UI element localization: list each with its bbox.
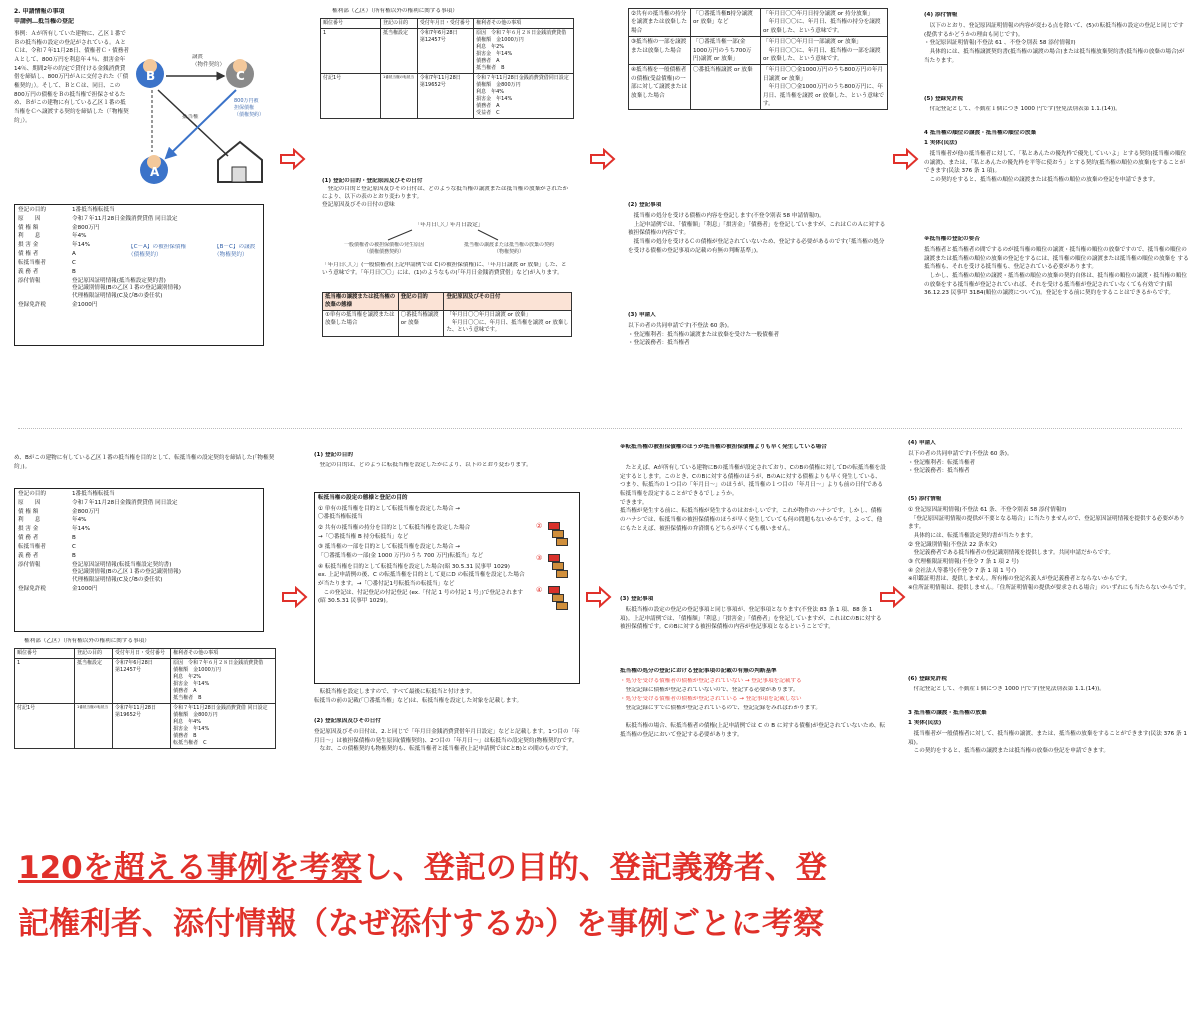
reg-value: C [72, 543, 76, 550]
p1-subheading: 申請例…抵当権の登記 [14, 18, 75, 25]
p7-s0: ※転抵当権の被担保債権のほうが抵当権の被担保債権よりも早く発生している場合 [620, 444, 827, 450]
p8-s7a: 1 実体(民法) [908, 720, 942, 726]
table-header-row [323, 293, 572, 311]
p1-body: 事例：Ａが所有していた建物に、乙区１番でＢの抵当権の設定の登記がされている。ＡとＣは、令和７年11月28日、債権者Ｃ・債務者Ａとして、800万円を利息年４％、損害金年14％、期間2年の約定で貸付ける金銭消費貸借を締結し、800万円がＡに交付された（「債権契約」）。そして、ＢとＣは、同日、この800万円の債権をＢの抵当権で担保させるため、Ｂがこの建物に有している乙区１番の抵当権をＣへ譲渡する契約を締結した（「物権契約」）。 [14, 31, 129, 124]
panel-4 [922, 10, 1192, 370]
reg-label: 原 因 [18, 215, 41, 222]
p7-r2: 登記記録にすでに債権が登記されているので、登記記録をみればわかります。 [620, 705, 821, 711]
arrow-right-icon [893, 148, 919, 170]
p3-s3body: 以下の者の共同申請です(不登法 60 条)。 ・登記権利者：抵当権の譲渡または放棄を受けた一般債権者 ・登記義務者：抵当権者 [628, 323, 780, 347]
p4-s4: (4) 添付情報 [924, 12, 958, 18]
p5-registry-table [14, 648, 276, 749]
reg-label: 債 権 額 [18, 508, 39, 515]
reg-label: 義 務 者 [18, 552, 39, 559]
p2-s1: (1) 登記の目的・登記原因及びその日付 [322, 178, 423, 184]
mode-item: ④ 転抵当権を目的として転抵当権を設定した場合(昭 30.5.31 民事甲 1029) ex. 上記申請例の後、C の転抵当権を目的として更にD の転抵当権を設定した場合が当たります。→「〇番付記1号転抵当の転抵当」など この登記は、付記登記の付記登記 (ex.「付記 1 号の付記 1 号」)で登記されます(昭 30.5.31 民事甲 1029)。 [318, 563, 525, 605]
table-cell: 「〇番抵当権一部(金1000万円のうち700万円)譲渡 or 放棄」 [691, 37, 761, 65]
reg-value: 金800万円 [72, 224, 100, 231]
p3-s3: (3) 申請人 [628, 312, 656, 318]
table-row [629, 9, 888, 37]
table-cell: ①単有の抵当権を譲渡または放棄した場合 [323, 311, 399, 337]
stack-block-icon [536, 522, 580, 550]
table-cell: ④抵当権を一般債権者の債権(受益債権)の一部に対して譲渡または放棄した場合 [629, 65, 691, 110]
p2-bracket-right: 抵当権の譲渡または抵当権の放棄の契約 （物権契約） [463, 242, 554, 255]
p1-heading: 2. 申請情報の事項 [14, 8, 65, 15]
p7-red1: ・処分を受ける債権者の債権が登記されていない → 登記事項を記載する [620, 678, 802, 684]
p2-registry-table [320, 18, 574, 119]
p4-s7body: 抵当権者と抵当権者の間でするのが抵当権の順位の譲渡・抵当権の順位の放棄ですので、抵当権の順位の譲渡または抵当権の順位の放棄の登記をするには、抵当権の順位の譲渡または抵当権の順位の放棄を する抵当権も、それを受ける抵当権も、登記されている必要があります。 しかし、抵当権の順位の譲渡・抵当権の順位の放棄の契約自体は、抵当権の順位の譲渡・抵当権の順位の放棄をする抵当権が登記されていれば、それを受ける抵当権が登記されていなくても有効です(昭 36.12.23 民事甲 3184(順位の譲渡について))。登記をする前に契約をすることはできるからです。 [924, 247, 1189, 297]
stack-block [548, 522, 560, 530]
table-cell: 1 [15, 659, 75, 704]
table-cell: 「〇番抵当権B持分譲渡 or 放棄」など [691, 9, 761, 37]
reg-value: 金1000円 [72, 302, 98, 309]
caption-line-2: 記権利者、添付情報（なぜ添付するか）を事例ごとに考察 [18, 906, 824, 942]
reg-label: 添付情報 [18, 277, 41, 284]
table-row [629, 37, 888, 65]
table-header-row [321, 19, 574, 29]
p8-s6body: 付記登記として、不動産１個につき 1000 円です(登免法別表第 1.1.(14))。 [908, 686, 1105, 692]
panel-8 [906, 438, 1192, 820]
p1-registration-box [14, 204, 264, 346]
p2-bracket-left: 一般債権者の被担保債権の発生原因 （債権債務契約） [343, 242, 424, 255]
reg-label: 債 権 額 [18, 224, 39, 231]
stack-block [556, 570, 568, 578]
stack-block [552, 562, 564, 570]
stack-block [548, 586, 560, 594]
reg-value: C [72, 259, 76, 266]
p7-red2: ・処分を受ける債権者の債権が登記されている → 登記事項を記載しない [620, 696, 802, 702]
arrow-right-icon [880, 586, 906, 608]
p6-s1: (1) 登記の目的 [314, 452, 353, 458]
table-cell: 原因 令和７年６月２８日金銭消費貸借 債権額 金1000万円 利息 年2% 損害金 年14% 債務者 A 抵当権者 B [474, 29, 574, 74]
p2-s1body: 登記の目的と登記原因及びその日付は、どのような抵当権の譲渡または抵当権の放棄がされたかにより、以下の表のとおり変わります。 登記原因及びその日付の意味 [322, 186, 569, 208]
reg-label: 債 権 者 [18, 251, 39, 258]
table-row [15, 659, 276, 704]
p6-s2: (2) 登記原因及びその日付 [314, 718, 381, 724]
arrow-right-icon [282, 586, 308, 608]
reg-value: 令和７年11月28日金銭消費貸借 同日設定 [72, 215, 178, 222]
reg-value: 年14% [72, 526, 91, 533]
p6-s2body: 登記原因及びその日付は、2.と同じで「年月日金銭消費貸借年月日設定」などと記載します。1つ目の「年月日～」は被担保債権の発生原因(債権契約)、2つ目の「年月日～」は転抵当の設定契約(物権契約)です。 なお、この債権契約も物権契約も、転抵当権者と抵当権者(上記申請例ではCとB)との間のものです。 [314, 729, 580, 753]
table-cell: 令和7年11月28日 第19652号 [113, 704, 171, 749]
p7-s4: 抵当権の処分の登記における登記事項の記載の有無の判断基準 [620, 668, 777, 674]
p8-s7body: 抵当権者が一般債権者に対して、抵当権の譲渡、または、抵当権の放棄をすることができます(民法 376 条 1 項)。 この契約をすると、抵当権の譲渡または抵当権の放棄の登記を申請できます。 [908, 731, 1187, 755]
p6-body2: 転抵当権を設定しますので、すべて最後に転抵当と付けます。 転抵当の前の記載(「〇番抵当権」など)は、転抵当権を設定した対象を記載します。 [314, 689, 523, 704]
table-cell: 「年月日〇〇年月日持分譲渡 or 持分放棄」 年月日〇〇に、年月日、抵当権の持分を譲渡 or 放棄した、という意味です。 [761, 9, 888, 37]
reg-value: 年4% [72, 517, 87, 524]
p8-s5body: ① 登記原因証明情報(不登法 61 条、不登令別表 58 添付情報ﾛ) 「登記原因証明情報の提供が不要となる場合」に当たりませんので、登記原因証明情報を提供する必要があります。 具体的には、転抵当権設定契約書が当たります。 ② 登記識別情報(不登法 22 条本文) 登記義務者である抵当権者の登記識別情報を提供します。共同申請だからです。 ③ 代理権限証明情報(不登令 7 条 1 項 2 号) ④ 会社法人等番号(不登令 7 条 1 項 1 号ｲ) ※印鑑証明書は、提供しません。所有権の登記名義人が登記義務者とならないからです。 ※住所証明情報は、提供しません。「住所証明情報の提供が要求される場合」のいずれにも当たらないからです。 [908, 507, 1190, 591]
mode-item: ② 共有の抵当権の持分を目的として転抵当権を設定した場合 →「〇番抵当権 B 持分転抵当」など [318, 525, 471, 540]
p4-s5: (5) 登録免許税 [924, 96, 963, 102]
table-cell: 付記1号 [321, 74, 381, 119]
stack-block-icon [536, 554, 580, 582]
p2-table-title: 権利部（乙区）（所有権以外の権利に関する事項） [332, 8, 458, 14]
table-header-cell: 登記原因及びその日付 [444, 293, 572, 311]
p1-diagram-jouto: 譲渡 （物件契約） [192, 54, 226, 68]
panel-1 [10, 6, 268, 351]
stack-block-label: ② [536, 522, 543, 530]
reg-value: B [72, 552, 76, 559]
p4-s4body: 以下のとおり、登記原因証明情報の内容が変わる点を除いて、(5)の転抵当権の設定の登記と同じです(提供するかどうかの理由も同じです)。 ・登記原因証明情報(不登法 61 、不登令別表 58 添付情報ﾛ) 具体的には、抵当権譲渡契約書(抵当権の譲渡の場合)または抵当権放棄契約書(抵当権の放棄の場合)が当たります。 [924, 23, 1185, 64]
p3-s2: (2) 登記事項 [628, 202, 662, 208]
table-header-cell: 受付年月日・受付番号 [417, 19, 473, 29]
panel-6 [312, 452, 582, 818]
reg-value: 1番抵当権転抵当 [72, 491, 115, 497]
reg-label: 登記の目的 [18, 207, 46, 213]
p6-items [318, 505, 530, 606]
row-separator [18, 428, 1182, 429]
reg-label: 義 務 者 [18, 268, 39, 275]
table-header-cell: 権利者その他の事項 [474, 19, 574, 29]
arrow-right-icon [590, 148, 616, 170]
p7-r1: 登記記録に債権が登記されていないので、登記する必要があります。 [620, 687, 799, 693]
table-header-cell: 抵当権の譲渡または抵当権の放棄の態様 [323, 293, 399, 311]
reg-label: 登記の目的 [18, 491, 46, 497]
p1-diagram [132, 52, 268, 196]
reg-label: 登録免許税 [18, 302, 46, 309]
p5-table-title: 権利部（乙区）（所有権以外の権利に関する事項） [24, 638, 150, 644]
stack-block-label: ④ [536, 586, 543, 594]
p8-s6: (6) 登録免許税 [908, 676, 947, 682]
table-cell: 「年月日〇〇金1000万円のうち800万円の年月日譲渡 or 放棄」 年月日〇〇金1000万円のうち800万円に、年月日、抵当権を譲渡 or 放棄した、という意味です。 [761, 65, 888, 110]
stack-block [552, 594, 564, 602]
table-header-cell: 順位番号 [321, 19, 381, 29]
reg-label: 登録免許税 [18, 586, 46, 593]
p1-diagram-teitou: 抵当権 [182, 114, 199, 120]
p1-note1: 【C－A】の被担保債権 （債権契約） [128, 244, 187, 258]
table-cell: 抵当権設定 [75, 659, 113, 704]
p2-bracket: 「年月日〇〇 年月日設定」 [414, 222, 484, 228]
p8-s4: (4) 申請人 [908, 440, 936, 446]
table-row [323, 311, 572, 337]
table-cell: 〇番抵当権譲渡 or 放棄 [398, 311, 444, 337]
reg-label: 転抵当権者 [18, 543, 46, 550]
table-row [321, 29, 574, 74]
reg-value: 年4% [72, 233, 87, 240]
panel-5 [10, 452, 278, 822]
table-header-cell: 登記の目的 [381, 19, 418, 29]
stack-block [552, 530, 564, 538]
p2-s1body2: 「年月日〇〇」(一般債権者(上記申請例では C)の被担保債権)に、「年月日譲渡 or 放棄」した、という意味です。「年月日〇〇」には、(1)のようなもの(「年月日金銭消費貸借」など)が入ります。 [322, 262, 567, 276]
table-cell: 原因 令和７年６月２８日金銭消費貸借 債権額 金1000万円 利息 年2% 損害金 年14% 債務者 A 抵当権者 B [171, 659, 276, 704]
table-header-cell: 順位番号 [15, 649, 75, 659]
mode-item: ③ 抵当権の一部を目的として転抵当権を設定した場合 → 「〇番抵当権の一部(金 1000 万円のうち 700 万円)転抵当」など [318, 544, 484, 560]
reg-value: 金1000円 [72, 586, 98, 593]
p3-s2body: 抵当権の処分を受ける債権の内容を登記します(不登令別表 58 申請情報ﾛ)。 上記申請例では、「債権額」「利息」「損害金」「債務者」を登記していますが、これはＣのＡに対する被担保債権の内容です。 抵当権の処分を受けるＣの債権が登記されていないため、登記する必要があるのです(「抵当権の処分を受ける債権の登記事項の記載の有無の判断基準」)。 [628, 213, 886, 254]
table-header-cell: 受付年月日・受付番号 [113, 649, 171, 659]
table-header-cell: 権利者その他の事項 [171, 649, 276, 659]
reg-label: 添付情報 [18, 561, 41, 568]
p4-s6body: 抵当権者が他の抵当権者に対して、「私とあんたの優先枠で優先していいよ」とする契約(抵当権の順位の譲渡)、または、「私とあんたの優先枠を平等に使おう」とする契約(抵当権の順位の放棄)をすることができます(民法 376 条 1 項)。 この契約をすると、抵当権の順位の譲渡または抵当権の順位の放棄の登記を申請できます。 [924, 151, 1187, 183]
table-row [629, 65, 888, 110]
caption-rest: し、登記の目的、登記義務者、登 [361, 850, 827, 886]
p7-s3: (3) 登記事項 [620, 596, 654, 602]
stack-block [556, 538, 568, 546]
p7-s3body: 転抵当権の設定の登記の登記事項と同じ事項が、登記事項となります(不登法 83 条 1 項、88 条 1 項)。上記申請例では、「債権額」「利息」「損害金」「債務者」を登記していますが、これはCのBに対する被担保債権です。CのBに対する被担保債権の内容が登記事項となるということです。 [620, 607, 882, 631]
table-cell: 「年月日〇〇年月日一部譲渡 or 放棄」 年月日〇〇に、年月日、抵当権の一部を譲渡 or 放棄した、という意味です。 [761, 37, 888, 65]
table-cell: 令和7年11月28日 第19652号 [417, 74, 473, 119]
panel-3 [624, 6, 892, 366]
table-header-cell: 登記の目的 [398, 293, 444, 311]
table-cell: 令和７年11月28日金銭消費貸借同日設定 債権額 金800万円 利息 年4% 損害金 年14% 債務者 A 受益者 C [474, 74, 574, 119]
p3-mode-table [628, 8, 888, 110]
p4-s6a: 1 実体(民法) [924, 140, 958, 146]
table-cell: ②共有の抵当権の持分を譲渡または放棄した場合 [629, 9, 691, 37]
reg-value: 令和７年11月28日金銭消費貸借 同日設定 [72, 499, 178, 506]
table-cell: 付記1号 [15, 704, 75, 749]
table-cell: 令和７年11月28日金銭消費貸借 同日設定 債権額 金800万円 利息 年4% 損害金 年14% 債務者 B 転抵当権者 C [171, 704, 276, 749]
arrow-right-icon [586, 586, 612, 608]
p4-s5body: 付記登記として、不動産１個につき 1000 円です(登免法別表第 1.1.(14))。 [924, 106, 1121, 112]
table-row [15, 704, 276, 749]
p7-s0body: たとえば、Aが所有している建物にBの抵当権が設定されており、CのBの債権に対してDの転抵当権を設定するとします。このとき、CのBに対する債権のほうが、BのAに対する債権よりも早く発生している、つまり、転抵当の１つ目の「年月日～」のほうが、抵当権の１つ目の「年月日～」よりも前の日付である転抵当権を設定することができるでしょうか。 できます。 抵当権が発生する前に、転抵当権が発生するのはおかしいです。これが物件のハナシです。しかし、債権のハナシでは、転抵当権の被担保債権のほうが早く発生していても何の問題もないからです。よって、他にもたとえば、被担保債権の弁済期もどちらが早くても構いません。 [620, 465, 886, 532]
p4-s7: ※抵当権の登記の要否 [924, 236, 980, 242]
panel-7 [618, 442, 888, 818]
label-a: A [150, 165, 160, 179]
reg-label: 利 息 [18, 233, 41, 240]
table-cell: 令和7年6月28日 第12457号 [113, 659, 171, 704]
reg-label: 損 害 金 [18, 242, 39, 249]
caption-line-1 [18, 843, 1188, 893]
table-header-cell: 登記の目的 [75, 649, 113, 659]
p4-s6: 4 抵当権の順位の譲渡・抵当権の順位の放棄 [924, 130, 1037, 136]
mode-item: ① 単有の抵当権を目的として転抵当権を設定した場合 → 〇番抵当権転抵当 [318, 505, 460, 521]
reg-label: 利 息 [18, 517, 41, 524]
p7-tail: 転抵当権の場合、転抵当権者の債権(上記申請例では C の B に対する債権)が登記されていないため、転抵当権の登記において登記する必要があります。 [620, 723, 886, 738]
table-cell: 1 [321, 29, 381, 74]
p1-note2: 【B－C】の譲渡 （物権契約） [214, 244, 256, 258]
p5-top: め、Bがこの建物に有している乙区１番の抵当権を目的として、転抵当権の設定契約を締結した(「物権契約」)。 [14, 455, 275, 470]
table-header-row [15, 649, 276, 659]
reg-label: 債 務 者 [18, 535, 39, 542]
table-cell: 「年月日〇〇年月日譲渡 or 放棄」 年月日〇〇に、年月日、抵当権を譲渡 or 放棄した、という意味です。 [444, 311, 572, 337]
reg-value: 登記原因証明情報(転抵当権設定契約書) 登記識別情報(Bの乙区１番の登記識別情報) 代理権限証明情報(C及びBの委任状) [72, 561, 181, 584]
p5-registration-box [14, 488, 264, 632]
reg-value: 1番抵当権転抵当 [72, 207, 115, 213]
p8-s5: (5) 添付情報 [908, 496, 942, 502]
reg-label: 原 因 [18, 499, 41, 506]
reg-label: 転抵当権者 [18, 259, 46, 266]
stack-block [556, 602, 568, 610]
reg-value: B [72, 535, 76, 542]
label-c: C [236, 69, 245, 83]
table-cell: 1番抵当権の転抵当 [381, 74, 418, 119]
reg-label: 損 害 金 [18, 526, 39, 533]
reg-value: A [72, 251, 76, 258]
p8-s4body: 以下の者の共同申請です(不登法 60 条)。 ・登記権利者：転抵当権者 ・登記義務者：抵当権者 [908, 451, 1013, 475]
p2-mode-table [322, 292, 572, 337]
p2-bracket-lines [348, 228, 548, 242]
label-b: B [146, 69, 156, 83]
reg-value: 登記原因証明情報(抵当権設定契約書) 登記識別情報(Bの乙区１番の登記識別情報) 代理権限証明情報(C及びBの委任状) [72, 277, 181, 300]
p1-diagram-hitan: 800万円被 担保債権 （債権契約） [234, 98, 265, 118]
table-cell: 1番抵当権の転抵当 [75, 704, 113, 749]
p8-s7: 3 抵当権の譲渡・抵当権の放棄 [908, 710, 987, 716]
p6-s1body: 登記の目的は、どのように転抵当権を設定したかにより、以下のとおり変わります。 [314, 462, 532, 468]
stack-block [548, 554, 560, 562]
stack-block-icon [536, 586, 580, 614]
p6-boxtitle: 転抵当権の設定の態様と登記の目的 [318, 495, 408, 501]
table-row [321, 74, 574, 119]
panel-2 [318, 6, 576, 374]
arrow-right-icon [280, 148, 306, 170]
table-cell: 令和7年6月28日 第12457号 [417, 29, 473, 74]
reg-value: 金800万円 [72, 508, 100, 515]
caption-underlined: 120を超える事例を考察 [18, 850, 362, 886]
reg-value: 年14% [72, 242, 91, 249]
stack-block-label: ③ [536, 554, 543, 562]
p5-reg-grid [18, 491, 260, 594]
table-cell: ③抵当権の一部を譲渡または放棄した場合 [629, 37, 691, 65]
reg-value: B [72, 268, 76, 275]
table-cell: 抵当権設定 [381, 29, 418, 74]
table-cell: 〇番抵当権譲渡 or 放棄 [691, 65, 761, 110]
